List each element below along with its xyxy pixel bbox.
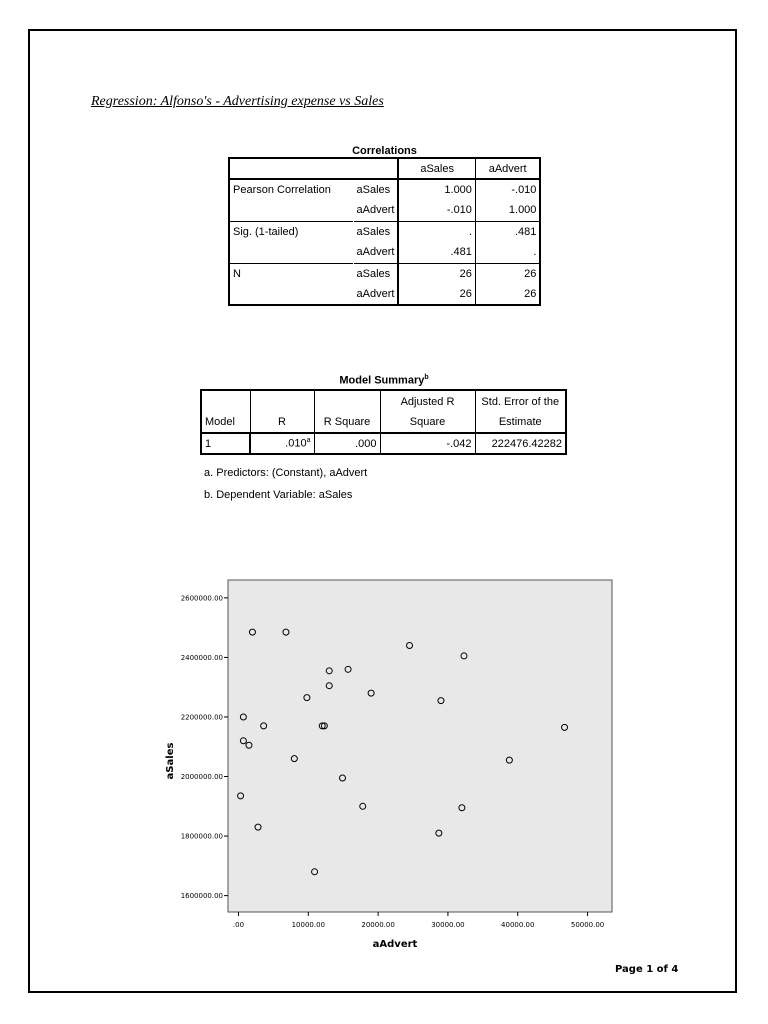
- col-header-r-square: R Square: [314, 412, 380, 433]
- correlations-caption: Correlations: [352, 145, 417, 157]
- cell-value: 1.000: [475, 200, 540, 221]
- x-tick-label: .00: [232, 921, 245, 929]
- y-tick-label: 2600000.00: [180, 594, 223, 603]
- cell-value: 26: [398, 263, 475, 284]
- table-row: [201, 433, 566, 454]
- y-tick-label: 2000000.00: [180, 773, 223, 782]
- cell-value: 26: [398, 284, 475, 305]
- col-header-adjusted-r-square: Square: [380, 412, 475, 433]
- x-tick-label: 30000.00: [431, 921, 465, 929]
- row-var-label: aAdvert: [356, 288, 395, 300]
- row-var-label: aSales: [353, 179, 398, 200]
- row-group-label: [229, 200, 353, 221]
- plot-area: [228, 580, 612, 912]
- row-var-label: aSales: [353, 263, 398, 284]
- table-row: [229, 179, 540, 200]
- document-title: Regression: Alfonso's - Advertising expense vs Sales: [91, 94, 384, 109]
- y-tick-label: 1800000.00: [180, 832, 223, 841]
- row-var-label: aAdvert: [356, 246, 395, 259]
- row-var-label: aAdvert: [356, 204, 395, 217]
- table-row: [229, 263, 540, 284]
- row-group-label: [229, 242, 353, 263]
- cell-value: -.010: [398, 200, 475, 221]
- cell-value: -.010: [475, 179, 540, 200]
- cell-r: .010$^a$: [250, 433, 314, 454]
- table-row: [229, 200, 540, 221]
- x-tick-label: 40000.00: [501, 921, 535, 929]
- table-row: [229, 242, 540, 263]
- x-tick-label: 10000.00: [291, 921, 325, 929]
- col-header-aadvert: aAdvert: [475, 158, 540, 179]
- cell-value: .481: [398, 242, 475, 263]
- cell-value: .481: [475, 221, 540, 242]
- table-header-row: [229, 158, 540, 179]
- footnote-a: a. Predictors: (Constant), aAdvert: [204, 467, 368, 479]
- correlations-table: [228, 157, 541, 306]
- cell-adjusted-r-square: -.042: [380, 433, 475, 454]
- cell-value: 26: [475, 263, 540, 284]
- cell-value: 26: [475, 284, 540, 305]
- col-header-adjusted-r: Adjusted R: [380, 390, 475, 412]
- y-tick-label: 2400000.00: [180, 653, 223, 662]
- row-group-label: Pearson Correlation: [229, 179, 353, 200]
- table-header-row: [201, 390, 566, 412]
- x-axis-label: aAdvert: [372, 939, 418, 950]
- col-header-asales: aSales: [398, 158, 475, 179]
- row-group-label: Sig. (1-tailed): [229, 221, 353, 242]
- model-summary-table: [200, 389, 567, 455]
- scatter-chart: [140, 570, 640, 960]
- col-header-model: Model: [201, 412, 250, 433]
- y-axis-label: aSales: [165, 742, 176, 780]
- caption-footnote-mark: b: [424, 374, 429, 381]
- page-number: Page 1 of 4: [615, 964, 679, 975]
- cell-value: .: [398, 221, 475, 242]
- model-summary-caption: Model Summary$^b$: [339, 374, 429, 387]
- cell-value: .: [475, 242, 540, 263]
- cell-std-error: 222476.42282: [475, 433, 566, 454]
- col-header-estimate: Estimate: [475, 412, 566, 433]
- y-tick-label: 2200000.00: [180, 713, 223, 722]
- cell-r-square: .000: [314, 433, 380, 454]
- col-header-std-error: Std. Error of the: [475, 390, 566, 412]
- x-tick-label: 20000.00: [361, 921, 395, 929]
- y-tick-label: 1600000.00: [180, 892, 223, 901]
- table-header-row: [201, 412, 566, 433]
- row-var-label: aSales: [353, 221, 398, 242]
- row-group-label: [229, 284, 353, 305]
- r-footnote-mark: a: [306, 437, 311, 445]
- row-group-label: N: [229, 263, 353, 284]
- table-row: [229, 221, 540, 242]
- cell-model: 1: [201, 433, 250, 454]
- col-header-r: R: [250, 412, 314, 433]
- table-row: [229, 284, 540, 305]
- footnote-b: b. Dependent Variable: aSales: [204, 489, 353, 501]
- x-tick-label: 50000.00: [570, 921, 605, 929]
- cell-value: 1.000: [398, 179, 475, 200]
